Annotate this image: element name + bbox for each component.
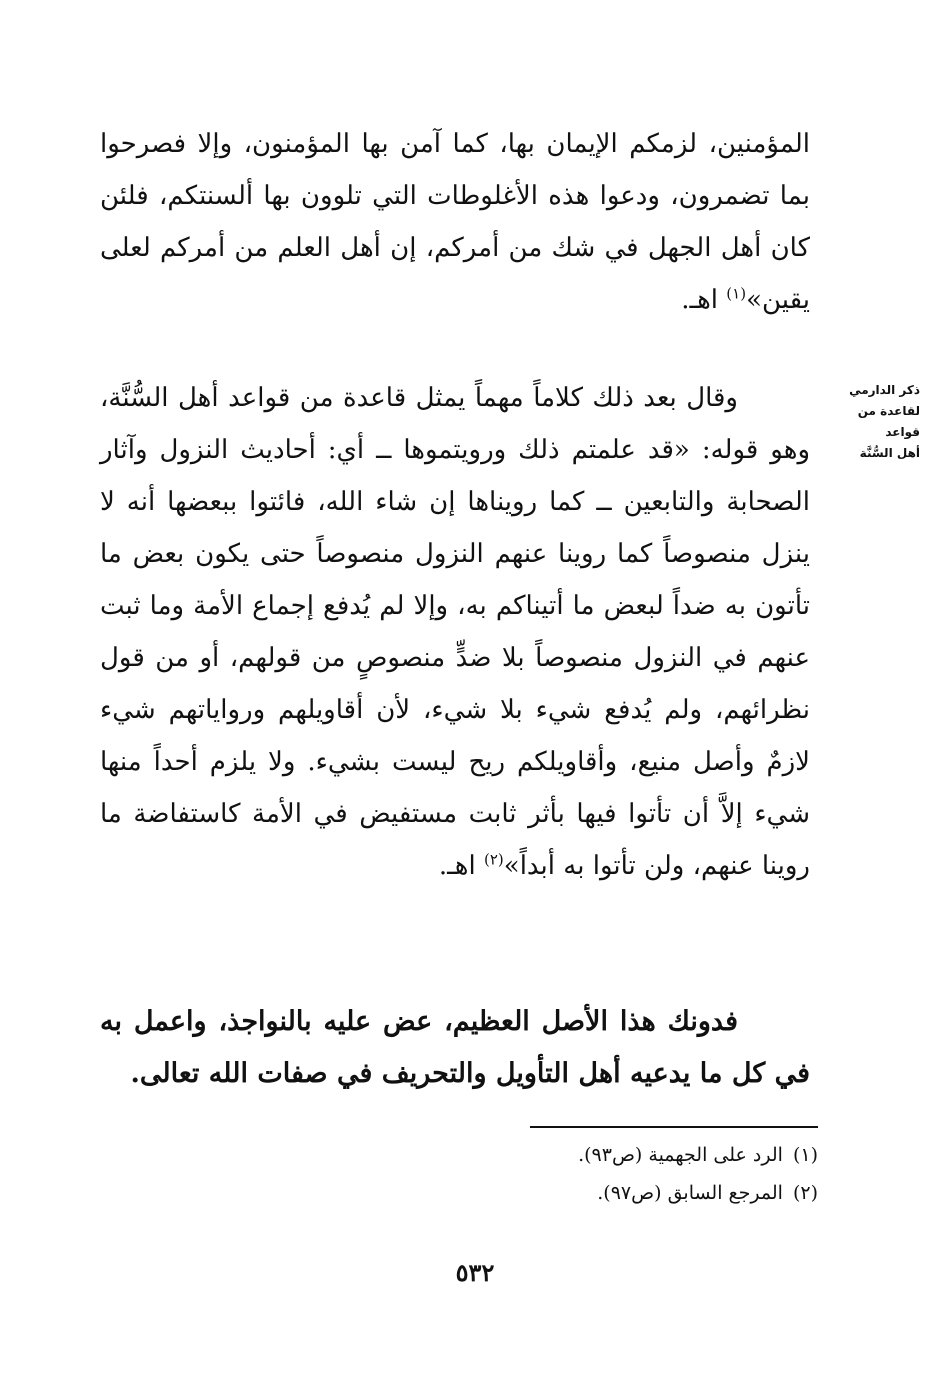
paragraph-ending: اهـ. (438, 851, 484, 881)
footnote-number: (١) (792, 1144, 818, 1166)
paragraph-conclusion (100, 996, 810, 1100)
paragraph-ending: اهـ. (681, 285, 727, 315)
margin-note-line: لقاعدة من قواعد (857, 404, 920, 439)
paragraph-quote-end (100, 118, 810, 326)
footnotes (430, 1136, 818, 1212)
margin-note-line: ذكر الدارمي (849, 383, 920, 397)
page-number: ٥٣٢ (455, 1258, 495, 1287)
paragraph-text: المؤمنين، لزمكم الإيمان بها، كما آمن بها المؤمنون، وإلا فصرحوا بما تضمرون، ودعوا هذه الأغلوطات التي تلوون بها ألسنتكم، فلئن كان أهل الجهل في شك من أمركم، إن أهل العلم من أمركم لعلى يقين» (100, 129, 810, 315)
paragraph-text: فدونك هذا الأصل العظيم، عض عليه بالنواجذ، واعمل به في كل ما يدعيه أهل التأويل والتحريف في صفات الله تعالى. (100, 1006, 810, 1089)
footnote-text: المرجع السابق (ص٩٧). (597, 1182, 783, 1204)
footnote-reference-2[interactable]: (٢) (484, 850, 504, 869)
paragraph-darimi-quote (100, 372, 810, 892)
footnote-separator (530, 1126, 818, 1128)
margin-note (820, 380, 920, 464)
footnote-number: (٢) (792, 1182, 818, 1204)
footnote-item (430, 1136, 818, 1174)
footnote-item (430, 1174, 818, 1212)
paragraph-text: وقال بعد ذلك كلاماً مهماً يمثل قاعدة من قواعد أهل السُّنَّة، وهو قوله: «قد علمتم ذلك ورويتموها ــ أي: أحاديث النزول وآثار الصحابة والتابعين ــ كما رويناها إن شاء الله، فائتوا ببعضها أنه لا ينزل منصوصاً كما روينا عنهم النزول منصوصاً حتى يكون بعض ما تأتون به ضداً لبعض ما أتيناكم به، وإلا لم يُدفع إجماع الأمة وما ثبت عنهم في النزول منصوصاً بلا ضدٍّ منصوصٍ من قولهم، أو من قول نظرائهم، ولم يُدفع شيء بلا شيء، لأن أقاويلهم ورواياتهم شيء لازمٌ وأصل منيع، وأقاويلكم ريح ليست بشيء. ولا يلزم أحداً منها شيء إلاَّ أن تأتوا فيها بأثر ثابت مستفيض في الأمة كاستفاضة ما روينا عنهم، ولن تأتوا به أبداً» (100, 383, 810, 881)
footnote-text: الرد على الجهمية (ص٩٣). (578, 1144, 783, 1166)
margin-note-line: أهل السُّنَّة (859, 446, 920, 460)
footnote-reference-1[interactable]: (١) (726, 284, 747, 303)
